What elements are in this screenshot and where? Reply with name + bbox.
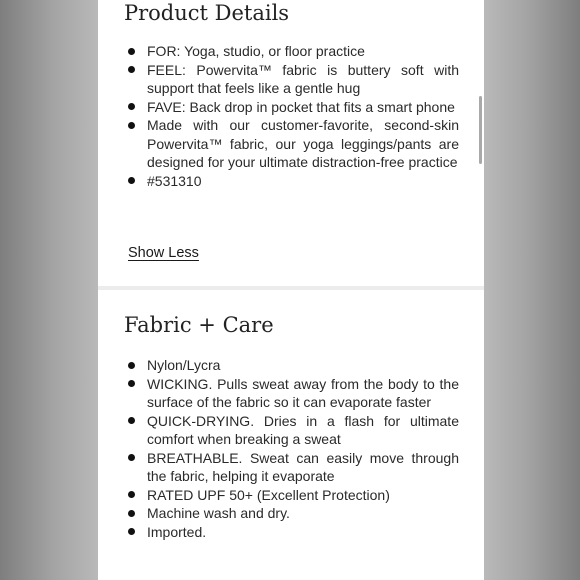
fabric-care-title: Fabric + Care xyxy=(124,313,274,337)
list-item-text: FOR: Yoga, studio, or floor practice xyxy=(147,43,365,59)
bullet-icon xyxy=(128,454,135,461)
list-item-text: WICKING. Pulls sweat away from the body to the surface of the fabric so it can evaporate faster xyxy=(147,375,459,410)
list-item xyxy=(125,375,459,412)
bullet-icon xyxy=(128,48,135,55)
list-item-text: FAVE: Back drop in pocket that fits a smart phone xyxy=(147,98,455,115)
list-item-text: QUICK-DRYING. Dries in a flash for ultimate comfort when breaking a sweat xyxy=(147,412,459,447)
bullet-icon xyxy=(128,103,135,110)
product-details-section xyxy=(98,0,484,286)
list-item-text: RATED UPF 50+ (Excellent Protection) xyxy=(147,486,390,503)
show-less-link[interactable]: Show Less xyxy=(128,245,199,261)
fabric-care-section xyxy=(98,290,484,580)
list-item xyxy=(125,172,459,191)
list-item xyxy=(125,116,459,172)
list-item-text: BREATHABLE. Sweat can easily move through the fabric, helping it evaporate xyxy=(147,449,459,484)
list-item-text: Imported. xyxy=(147,523,207,540)
product-details-list xyxy=(125,42,459,190)
list-item-text: FEEL: Powervita™ fabric is buttery soft with support that feels like a gentle hug xyxy=(147,61,459,96)
list-item xyxy=(125,61,459,98)
list-item xyxy=(125,98,459,117)
list-item xyxy=(125,412,459,449)
list-item-text: Machine wash and dry. xyxy=(147,505,290,521)
product-details-title: Product Details xyxy=(124,1,290,25)
list-item-text: Nylon/Lycra xyxy=(147,357,221,373)
bullet-icon xyxy=(128,362,135,369)
list-item xyxy=(125,42,459,61)
list-item xyxy=(125,523,459,542)
bullet-icon xyxy=(128,380,135,387)
list-item-text: Made with our customer-favorite, second-skin Powervita™ fabric, our yoga leggings/pants are designed for your ultimate distraction-free practice xyxy=(147,117,459,170)
scrollbar-thumb[interactable] xyxy=(479,96,482,164)
list-item xyxy=(125,486,459,505)
bullet-icon xyxy=(128,510,135,517)
bullet-icon xyxy=(128,528,135,535)
list-item xyxy=(125,504,459,523)
fabric-care-list xyxy=(125,356,459,541)
bullet-icon xyxy=(128,66,135,73)
bullet-icon xyxy=(128,177,135,184)
bullet-icon xyxy=(128,491,135,498)
bullet-icon xyxy=(128,417,135,424)
bullet-icon xyxy=(128,122,135,129)
list-item xyxy=(125,449,459,486)
product-page xyxy=(98,0,484,580)
list-item-text: #531310 xyxy=(147,172,202,189)
background-left xyxy=(0,0,98,580)
list-item xyxy=(125,356,459,375)
background-right xyxy=(484,0,580,580)
